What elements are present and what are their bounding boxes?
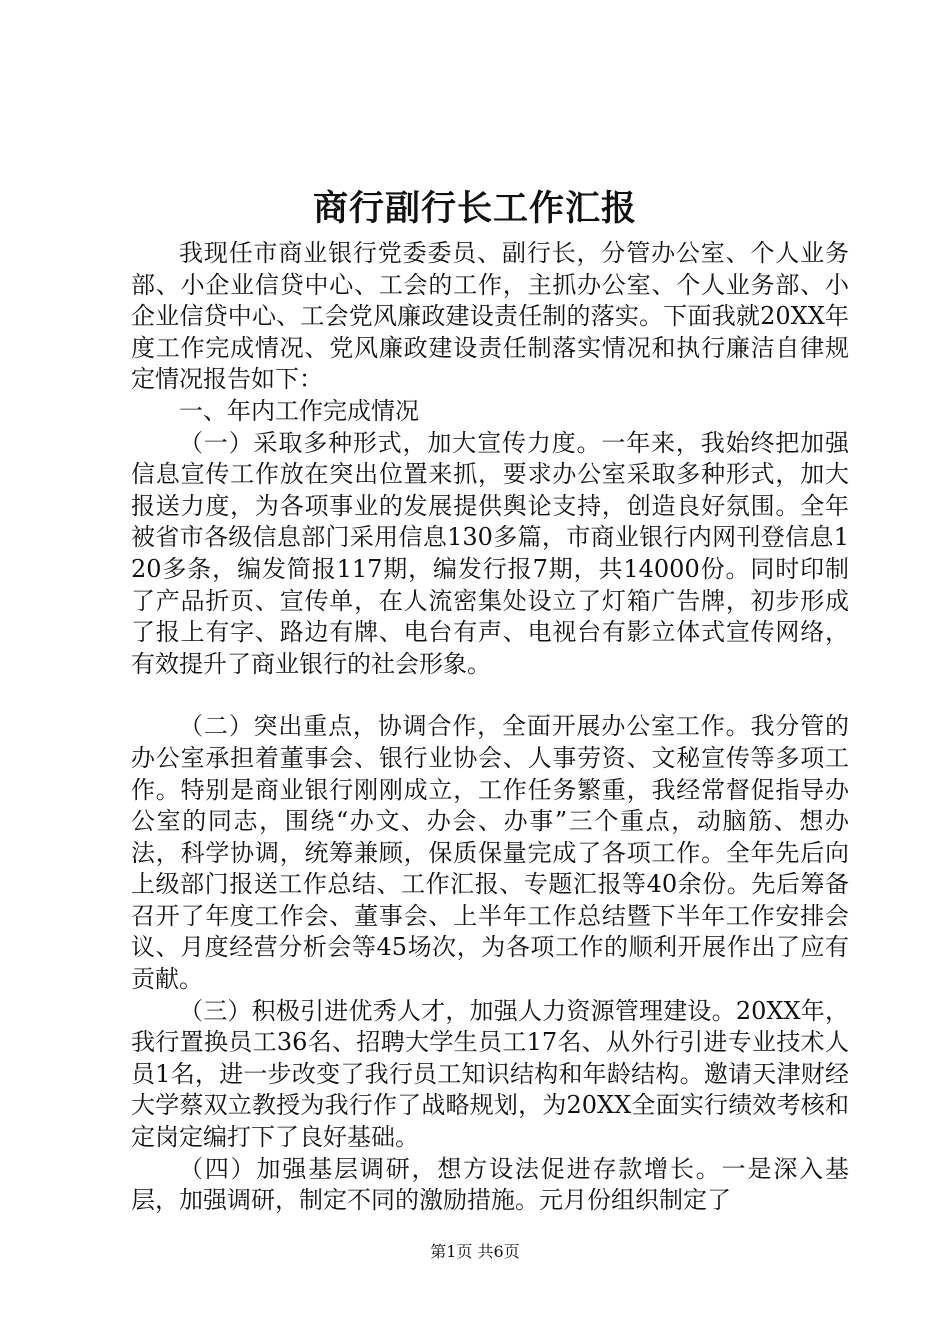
paragraph-research: （四）加强基层调研，想方设法促进存款增长。一是深入基层，加强调研，制定不同的激励措施。元月份组织制定了 <box>131 1154 849 1215</box>
paragraph-talent: （三）积极引进优秀人才，加强人力资源管理建设。20XX年，我行置换员工36名、招聘大学生员工17名、从外行引进专业技术人员1名，进一步改变了我行员工知识结构和年龄结构。邀请天津财经大学蔡双立教授为我行作了战略规划，为20XX全面实行绩效考核和定岗定编打下了良好基础。 <box>131 996 849 1152</box>
section-heading: 一、年内工作完成情况 <box>179 396 419 425</box>
paragraph-publicity: （一）采取多种形式，加大宣传力度。一年来，我始终把加强信息宣传工作放在突出位置来抓，要求办公室采取多种形式，加大报送力度，为各项事业的发展提供舆论支持，创造良好氛围。全年被省市各级信息部门采用信息130多篇，市商业银行内网刊登信息120多条，编发简报117期，编发行报7期，共14000份。同时印制了产品折页、宣传单，在人流密集处设立了灯箱广告牌，初步形成了报上有字、路边有牌、电台有声、电视台有影立体式宣传网络，有效提升了商业银行的社会形象。 <box>131 428 849 678</box>
paragraph-office-work: （二）突出重点，协调合作，全面开展办公室工作。我分管的办公室承担着董事会、银行业协会、人事劳资、文秘宣传等多项工作。特别是商业银行刚刚成立，工作任务繁重，我经常督促指导办公室的同志，围绕“办文、办会、办事”三个重点，动脑筋、想办法，科学协调，统筹兼顾，保质保量完成了各项工作。全年先后向上级部门报送工作总结、工作汇报、专题汇报等40余份。先后筹备召开了年度工作会、董事会、上半年工作总结暨下半年工作安排会议、月度经营分析会等45场次，为各项工作的顺利开展作出了应有贡献。 <box>131 712 849 994</box>
page-footer: 第1页 共6页 <box>430 1242 520 1261</box>
intro-paragraph: 我现任市商业银行党委委员、副行长，分管办公室、个人业务部、小企业信贷中心、工会的工作，主抓办公室、个人业务部、小企业信贷中心、工会党风廉政建设责任制的落实。下面我就20XX年度工作完成情况、党风廉政建设责任制落实情况和执行廉洁自律规定情况报告如下： <box>131 239 849 394</box>
document-title: 商行副行长工作汇报 <box>312 188 637 229</box>
document-body <box>131 238 849 1217</box>
